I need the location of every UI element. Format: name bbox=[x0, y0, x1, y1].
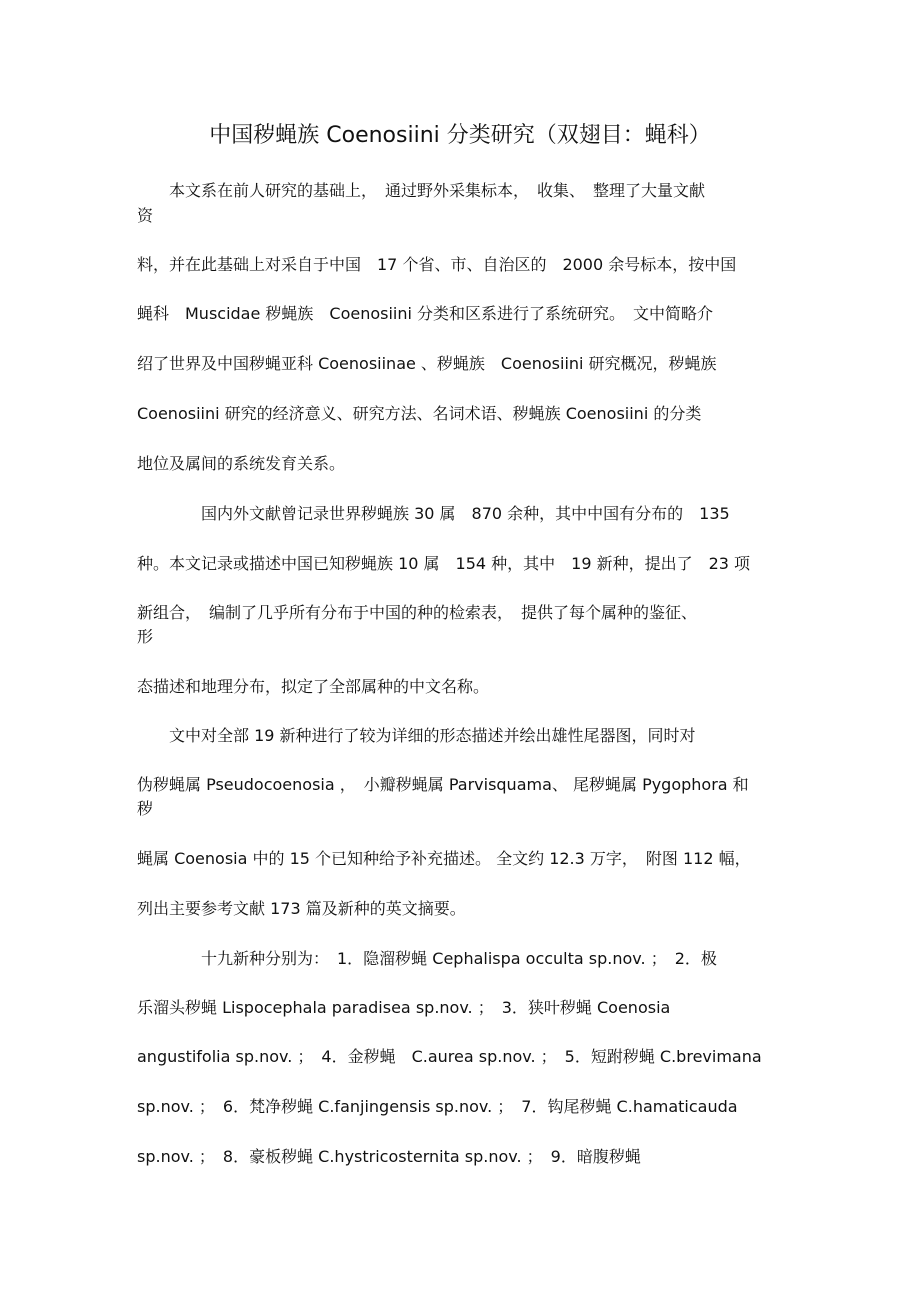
text-line: 地位及属间的系统发育关系。 bbox=[137, 454, 346, 473]
text-line: 秽 bbox=[137, 799, 154, 818]
text-line: sp.nov. ； 8．豪板秽蝇 C.hystricosternita sp.nov. ； 9．暗腹秽蝇 bbox=[137, 1147, 641, 1166]
text-line: 态描述和地理分布，拟定了全部属种的中文名称。 bbox=[137, 677, 490, 696]
text-line: 蝇科 Muscidae 秽蝇族 Coenosiini 分类和区系进行了系统研究。 文中简略介 bbox=[137, 304, 714, 323]
text-line: sp.nov. ； 6．梵净秽蝇 C.fanjingensis sp.nov. ； 7．钩尾秽蝇 C.hamaticauda bbox=[137, 1097, 738, 1116]
text-line: Coenosiini 研究的经济意义、研究方法、名词术语、秽蝇族 Coenosiini 的分类 bbox=[137, 404, 702, 423]
text-line: 伪秽蝇属 Pseudocoenosia ， 小瓣秽蝇属 Parvisquama、 尾秽蝇属 Pygophora 和 bbox=[137, 775, 749, 794]
text-line: 绍了世界及中国秽蝇亚科 Coenosiinae 、秽蝇族 Coenosiini 研究概况，秽蝇族 bbox=[137, 354, 717, 373]
text-line: 十九新种分别为： 1．隐溜秽蝇 Cephalispa occulta sp.nov. ； 2．极 bbox=[137, 949, 717, 968]
text-line: 蝇属 Coenosia 中的 15 个已知种给予补充描述。 全文约 12.3 万字， 附图 112 幅， bbox=[137, 849, 751, 868]
document-title: 中国秽蝇族 Coenosiini 分类研究（双翅目：蝇科） bbox=[209, 123, 711, 148]
text-line: 形 bbox=[137, 627, 154, 646]
text-line: 料，并在此基础上对采自于中国 17 个省、市、自治区的 2000 余号标本，按中国 bbox=[137, 255, 737, 274]
text-line: 新组合， 编制了几乎所有分布于中国的种的检索表， 提供了每个属种的鉴征、 bbox=[137, 603, 698, 622]
text-line: 本文系在前人研究的基础上， 通过野外采集标本， 收集、 整理了大量文献 bbox=[137, 181, 706, 200]
text-line: 列出主要参考文献 173 篇及新种的英文摘要。 bbox=[137, 899, 466, 918]
text-line: angustifolia sp.nov. ； 4．金秽蝇 C.aurea sp.nov. ； 5．短跗秽蝇 C.brevimana bbox=[137, 1047, 762, 1066]
text-line: 国内外文献曾记录世界秽蝇族 30 属 870 余种，其中中国有分布的 135 bbox=[137, 504, 730, 523]
text-line: 种。本文记录或描述中国已知秽蝇族 10 属 154 种，其中 19 新种，提出了 23 项 bbox=[137, 554, 751, 573]
text-line: 文中对全部 19 新种进行了较为详细的形态描述并绘出雄性尾器图，同时对 bbox=[137, 726, 696, 745]
text-line: 乐溜头秽蝇 Lispocephala paradisea sp.nov. ； 3．狭叶秽蝇 Coenosia bbox=[137, 998, 671, 1017]
text-line: 资 bbox=[137, 206, 154, 225]
